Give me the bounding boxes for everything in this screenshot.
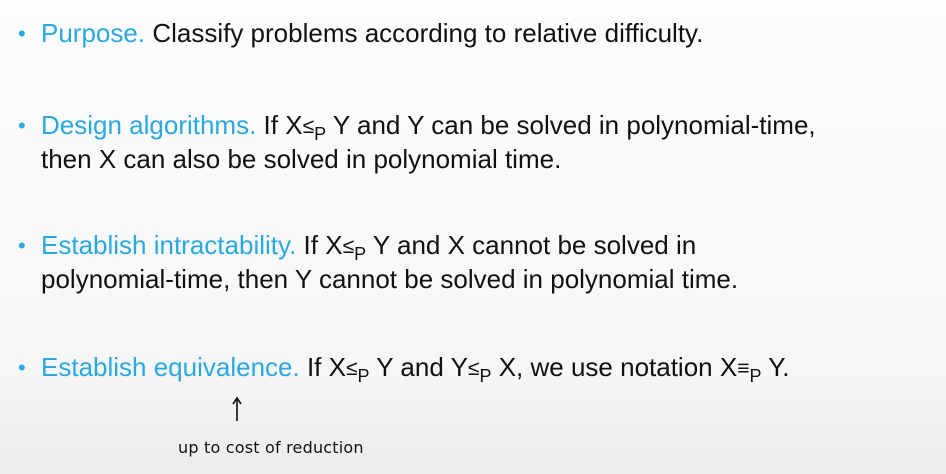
reduces-symbol: ≤ xyxy=(342,235,355,258)
var-y: Y xyxy=(372,230,390,260)
bullet-line-1 xyxy=(41,110,816,144)
bullet-dot-icon: • xyxy=(18,21,26,46)
bullet-text xyxy=(41,352,789,386)
var-x: X xyxy=(325,230,343,260)
word-if: If xyxy=(263,110,278,140)
subscript-p: P xyxy=(479,366,492,386)
subscript-p: P xyxy=(314,124,327,144)
var-y: Y xyxy=(332,110,350,140)
bullet-dot-icon: • xyxy=(18,113,26,138)
bullet-body: we use notation xyxy=(530,352,713,382)
var-y: Y xyxy=(376,352,394,382)
subscript-p: P xyxy=(357,366,370,386)
word-if: If xyxy=(306,352,322,382)
bullet-body: Classify problems according to relative difficulty. xyxy=(152,18,704,48)
bullet-text xyxy=(41,18,703,49)
bullet-dot-icon: • xyxy=(18,233,26,258)
bullet-dot-icon: • xyxy=(18,355,26,380)
var-x: X, xyxy=(498,352,524,382)
bullet-lead: Design algorithms. xyxy=(41,110,257,140)
subscript-p: P xyxy=(749,366,762,386)
reduces-symbol: ≤ xyxy=(345,357,358,380)
var-x: X xyxy=(285,110,303,140)
bullet-lead: Establish equivalence. xyxy=(41,352,300,382)
bullet-line-2: then X can also be solved in polynomial time. xyxy=(41,144,562,174)
bullet-line-2: polynomial-time, then Y cannot be solved in polynomial time. xyxy=(41,264,739,294)
reduces-symbol: ≤ xyxy=(302,115,315,138)
var-y: Y. xyxy=(768,352,790,382)
annotation-note: up to cost of reduction xyxy=(178,438,364,457)
bullet-body: and X cannot be solved in xyxy=(396,230,697,260)
bullet-lead: Purpose. xyxy=(41,18,146,48)
subscript-p: P xyxy=(354,244,367,264)
up-arrow-icon xyxy=(227,396,247,422)
equivalence-symbol: ≡ xyxy=(737,357,750,380)
word-and: and xyxy=(400,352,444,382)
bullet-text xyxy=(41,230,738,295)
var-y: Y xyxy=(450,352,468,382)
word-if: If xyxy=(303,230,318,260)
bullet-text xyxy=(41,110,816,175)
bullet-line-1 xyxy=(41,230,738,264)
reduces-symbol: ≤ xyxy=(467,357,480,380)
var-x: X xyxy=(328,352,346,382)
var-x: X xyxy=(719,352,738,382)
bullet-body: and Y can be solved in polynomial-time, xyxy=(357,110,816,140)
bullet-lead: Establish intractability. xyxy=(41,230,297,260)
